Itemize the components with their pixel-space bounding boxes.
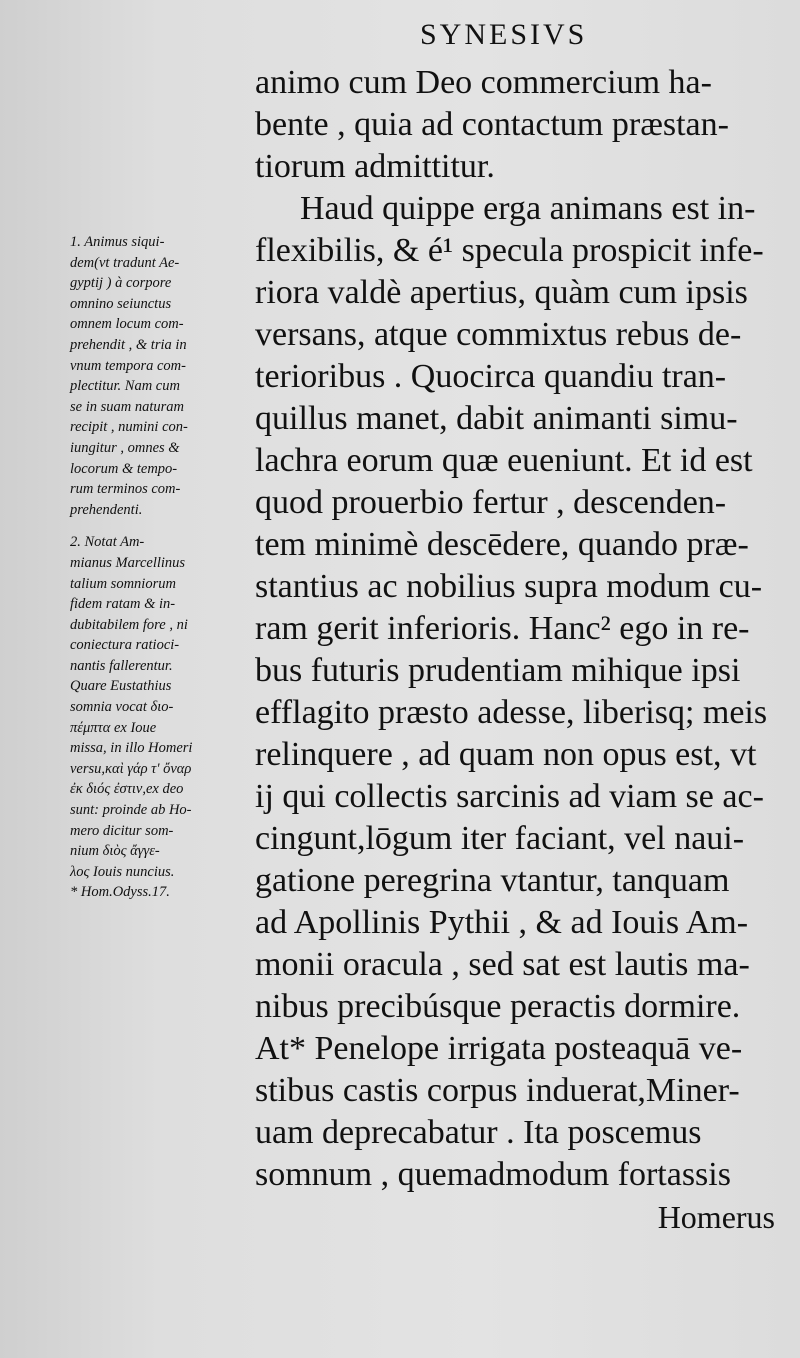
main-line: lachra eorum quæ eueniunt. Et id est [255, 442, 753, 479]
note-line: πέμπτα ex Ioue [70, 719, 157, 736]
main-line: Haud quippe erga animans est in- [300, 190, 756, 227]
note-line: mero dicitur som- [70, 822, 174, 839]
main-line: cingunt,lōgum iter faciant, vel naui- [255, 820, 745, 857]
note-line: locorum & tempo- [70, 460, 178, 477]
note-line: nium διὸς ἄγγε- [70, 843, 160, 860]
note-line: 1. Animus siqui- [70, 234, 165, 250]
main-line: stantius ac nobilius supra modum cu- [255, 568, 763, 605]
note-line: prehendit , & tria in [70, 336, 187, 353]
note-line: plectitur. Nam cum [70, 378, 180, 395]
marginal-notes [70, 232, 270, 903]
main-line: terioribus . Quocirca quandiu tran- [255, 358, 727, 395]
note-line: somnia vocat διο- [70, 699, 174, 716]
note-line: fidem ratam & in- [70, 596, 176, 613]
note-line: 2. Notat Am- [70, 534, 145, 551]
note-line: vnum tempora com- [70, 357, 186, 374]
note-line: mianus Marcellinus [70, 554, 186, 571]
note-line: * Hom.Odyss.17. [70, 884, 170, 901]
note-1 [70, 232, 270, 520]
main-line: quillus manet, dabit animanti simu- [255, 400, 738, 437]
main-line: ram gerit inferioris. Hanc² ego in re- [255, 610, 750, 647]
note-line: gyptij ) à corpore [70, 275, 172, 292]
note-line: omnem locum com- [70, 316, 184, 333]
main-line: monii oracula , sed sat est lautis ma- [255, 946, 750, 983]
main-line: nibus precibúsque peractis dormire. [255, 988, 741, 1025]
note-line: prehendenti. [70, 501, 143, 518]
note-line: talium somniorum [70, 575, 176, 592]
main-text-block [255, 62, 775, 1238]
note-line: rum terminos com- [70, 481, 181, 498]
note-line: dem(vt tradunt Ae- [70, 254, 180, 271]
main-line: quod prouerbio fertur , descenden- [255, 484, 727, 521]
note-line: iungitur , omnes & [70, 439, 180, 456]
note-line: Quare Eustathius [70, 678, 172, 695]
main-line: efflagito præsto adesse, liberisq; meis [255, 694, 768, 731]
note-line: recipit , numini con- [70, 419, 188, 436]
main-line: flexibilis, & é¹ specula prospicit infe- [255, 232, 764, 269]
main-line: stibus castis corpus induerat,Miner- [255, 1072, 740, 1109]
note-line: dubitabilem fore , ni [70, 616, 188, 633]
main-line: ad Apollinis Pythii , & ad Iouis Am- [255, 904, 749, 941]
note-line: sunt: proinde ab Ho- [70, 802, 192, 819]
note-line: ἐκ διός ἐστιν,ex deo [70, 781, 184, 798]
note-line: versu,καὶ γάρ τ' ὄναρ [70, 760, 192, 777]
note-line: coniectura ratioci- [70, 637, 180, 654]
main-line: uam deprecabatur . Ita poscemus [255, 1114, 702, 1151]
catchword: Homerus [657, 1199, 775, 1235]
main-line: At* Penelope irrigata posteaquā ve- [255, 1030, 743, 1067]
note-line: omnino seiunctus [70, 295, 172, 312]
main-line: riora valdè apertius, quàm cum ipsis [255, 274, 748, 311]
main-line: bente , quia ad contactum præstan- [255, 106, 729, 143]
note-line: missa, in illo Homeri [70, 740, 193, 757]
main-line: animo cum Deo commercium ha- [255, 64, 712, 101]
main-line: tem minimè descēdere, quando præ- [255, 526, 749, 563]
main-line: bus futuris prudentiam mihique ipsi [255, 652, 741, 689]
running-head: SYNESIVS [420, 18, 588, 51]
main-line: tiorum admittitur. [255, 148, 495, 185]
main-line: relinquere , ad quam non opus est, vt [255, 736, 757, 773]
note-2 [70, 532, 270, 903]
note-line: nantis fallerentur. [70, 657, 173, 674]
main-line: versans, atque commixtus rebus de- [255, 316, 742, 353]
main-line: somnum , quemadmodum fortassis [255, 1156, 731, 1193]
note-line: λος Iouis nuncius. [70, 863, 175, 880]
main-line: ij qui collectis sarcinis ad viam se ac- [255, 778, 764, 815]
main-line: gatione peregrina vtantur, tanquam [255, 862, 730, 899]
note-line: se in suam naturam [70, 398, 184, 415]
